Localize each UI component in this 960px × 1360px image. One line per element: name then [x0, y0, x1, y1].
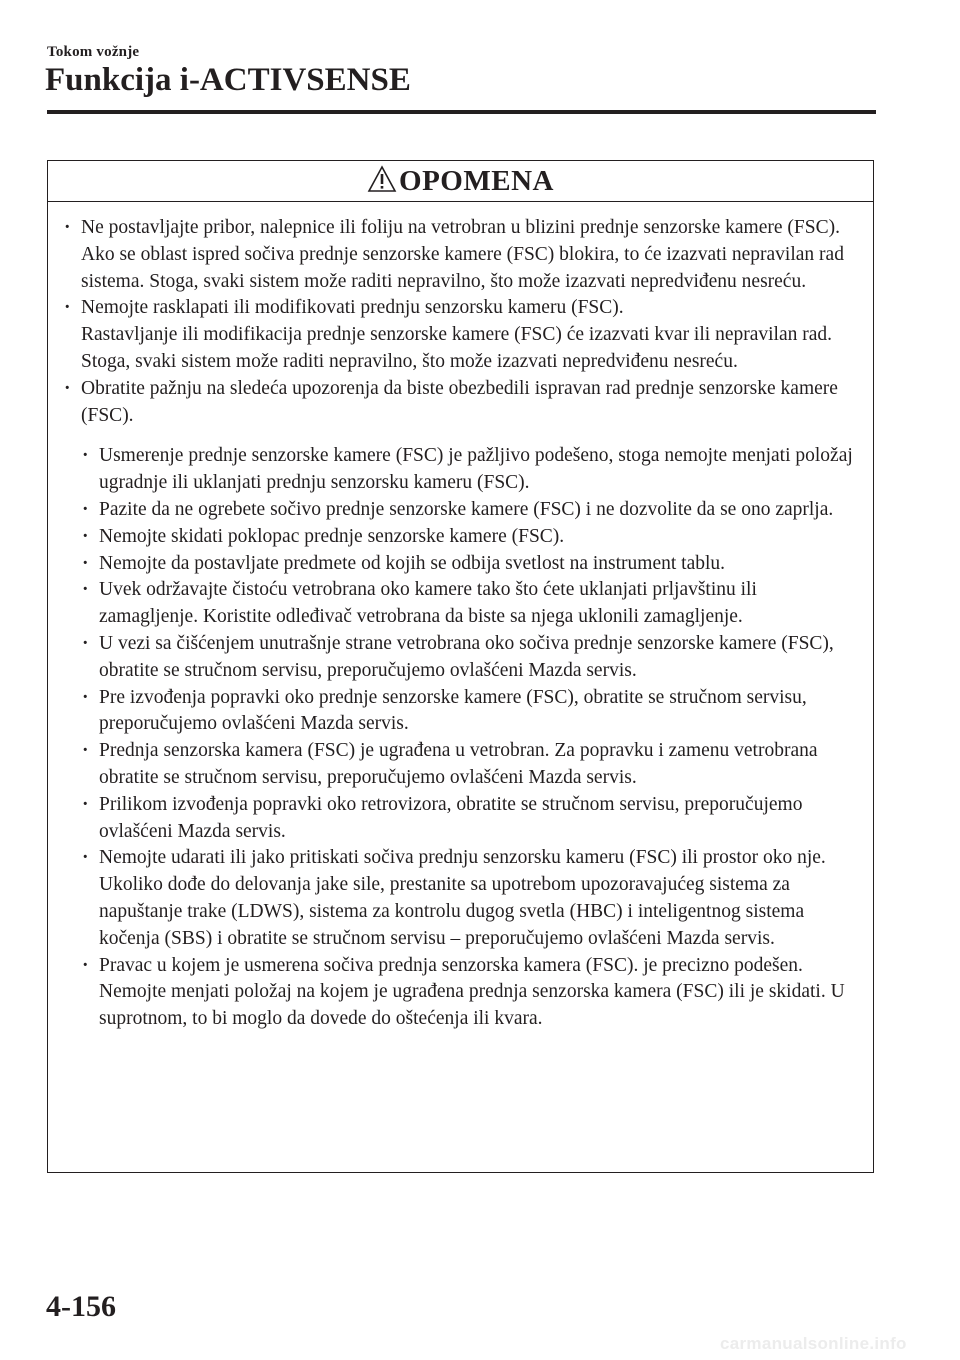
warning-item-text: · Nemojte rasklapati ili modifikovati prednju senzorsku kameru (FSC). — [81, 297, 624, 319]
warning-body — [48, 202, 873, 1033]
warning-subitem: · Pazite da ne ogrebete sočivo prednje senzorske kamere (FSC) i ne dozvolite da se ono zaprlja. — [82, 497, 859, 524]
warning-subitem: · Nemojte udarati ili jako pritiskati sočiva prednju senzorsku kameru (FSC) ili prostor oko nje. Ukoliko dođe do delovanja jake sile, prestanite sa upotrebom upozoravajućeg sistema za napuštanje trake (LDWS), sistema za kontrolu dugog svetla (HBC) i inteligentnog sistema kočenja (SBS) i obratite se stručnom servisu – preporučujemo ovlašćeni Mazda servis. — [82, 845, 859, 952]
warning-subitem: · Nemojte da postavljate predmete od kojih se odbija svetlost na instrument tablu. — [82, 551, 859, 578]
warning-subitem: · Uvek održavajte čistoću vetrobrana oko kamere tako što ćete uklanjati prljavštinu ili zamagljenje. Koristite odleđivač vetrobrana da biste sa njega uklonili zamagljenje. — [82, 577, 859, 631]
warning-title: OPOMENA — [399, 164, 554, 197]
watermark: carmanualsonline.info — [720, 1334, 907, 1353]
warning-subitem: · U vezi sa čišćenjem unutrašnje strane vetrobrana oko sočiva prednje senzorske kamere (FSC), obratite se stručnom servisu, preporučujemo ovlašćeni Mazda servis. — [82, 631, 859, 685]
warning-item — [64, 376, 859, 430]
title-rule — [47, 110, 876, 114]
warning-subitem: · Pravac u kojem je usmerena sočiva prednja senzorska kamera (FSC). je precizno podešen. Nemojte menjati položaj na kojem je ugrađena prednja senzorska kamera (FSC) ili je skidati. U suprotnom, to bi moglo da dovede do oštećenja ili kvara. — [82, 953, 859, 1033]
warning-header — [48, 161, 873, 202]
page-number: 4-156 — [46, 1290, 116, 1323]
warning-item-detail: Ako se oblast ispred sočiva prednje senzorske kamere (FSC) blokira, to će izazvati nepravilan rad sistema. Stoga, svaki sistem može raditi nepravilno, što može izazvati nepredviđenu nesreću. — [81, 243, 844, 292]
warning-item-text: · Obratite pažnju na sledeća upozorenja da biste obezbedili ispravan rad prednje senzorske kamere (FSC). — [81, 377, 838, 426]
warning-subitem: · Pre izvođenja popravki oko prednje senzorske kamere (FSC), obratite se stručnom servisu, preporučujemo ovlašćeni Mazda servis. — [82, 685, 859, 739]
page-title: Funkcija i-ACTIVSENSE — [45, 62, 411, 98]
warning-triangle-icon — [367, 165, 397, 193]
warning-subitem: · Prilikom izvođenja popravki oko retrovizora, obratite se stručnom servisu, preporučujemo ovlašćeni Mazda servis. — [82, 792, 859, 846]
warning-subitem: · Nemojte skidati poklopac prednje senzorske kamere (FSC). — [82, 524, 859, 551]
warning-list — [64, 215, 859, 429]
warning-box — [47, 160, 874, 1173]
warning-item-detail: Rastavljanje ili modifikacija prednje senzorske kamere (FSC) će izazvati kvar ili nepravilan rad. Stoga, svaki sistem može raditi nepravilno, što može izazvati nepredviđenu nesreću. — [81, 324, 833, 372]
warning-subitem: · Usmerenje prednje senzorske kamere (FSC) je pažljivo podešeno, stoga nemojte menjati položaj ugradnje ili uklanjati prednju senzorsku kameru (FSC). — [82, 443, 859, 497]
warning-item — [64, 215, 859, 295]
warning-item-text: · Ne postavljajte pribor, nalepnice ili foliju na vetrobran u blizini prednje senzorske kamere (FSC). — [81, 217, 840, 238]
warning-sublist — [64, 443, 859, 1033]
warning-subitem: · Prednja senzorska kamera (FSC) je ugrađena u vetrobran. Za popravku i zamenu vetrobrana obratite se stručnom servisu, preporučujemo ovlašćeni Mazda servis. — [82, 738, 859, 792]
section-label: Tokom vožnje — [47, 44, 140, 60]
warning-item — [64, 295, 859, 375]
